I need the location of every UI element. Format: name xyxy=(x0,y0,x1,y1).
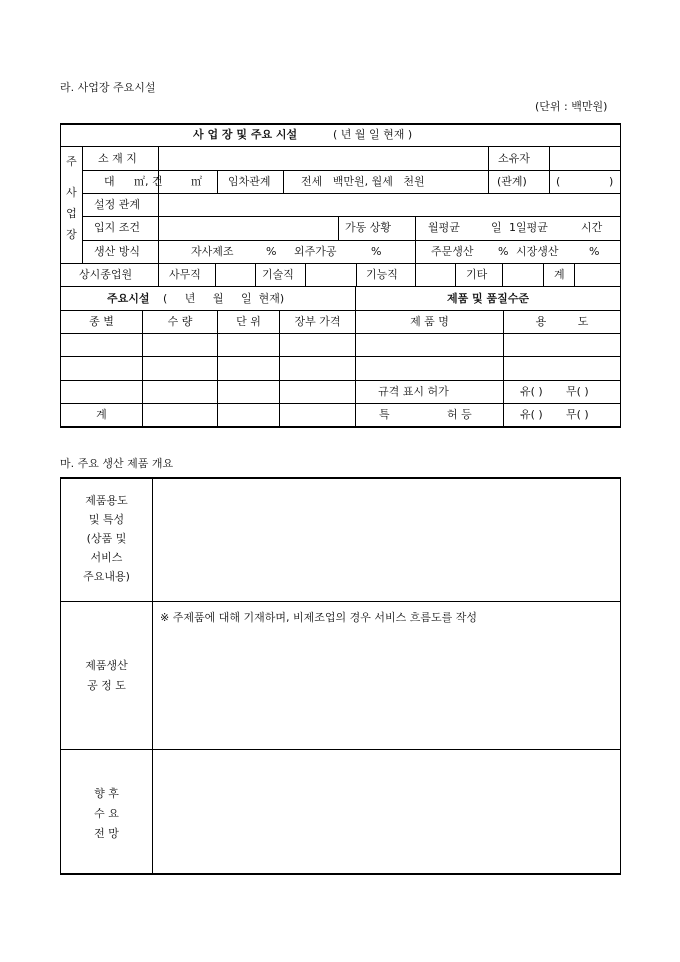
header-date: ( 년 월 일 현재 ) xyxy=(333,128,413,141)
setup-label: 설정 관계 xyxy=(94,198,141,211)
row3-label-3: 전 망 xyxy=(94,827,119,840)
row3-label-1: 향 후 xyxy=(94,787,119,800)
site-label: 입지 조건 xyxy=(94,221,141,234)
side-char-4: 장 xyxy=(66,228,77,241)
staff-label: 상시종업원 xyxy=(79,268,133,281)
row2-label-1: 제품생산 xyxy=(85,659,128,672)
process-note: ※ 주제품에 대해 기재하며, 비제조업의 경우 서비스 흐름도를 작성 xyxy=(160,611,477,624)
staff-skill: 기능직 xyxy=(366,268,398,281)
relation-close: ) xyxy=(609,175,614,188)
patent-label-b: 허 등 xyxy=(447,408,472,421)
relation-label: (관계) xyxy=(497,175,527,188)
staff-total: 계 xyxy=(554,268,565,281)
patent-label-a: 특 xyxy=(379,408,390,421)
spec-yes: 유( ) xyxy=(520,385,543,398)
quality-header: 제품 및 품질수준 xyxy=(446,292,530,305)
daily-label: 1일평균 xyxy=(509,221,548,234)
relation-open: ( xyxy=(556,175,561,188)
spec-no: 무( ) xyxy=(566,385,589,398)
row1-label-5: 주요내용) xyxy=(83,570,130,583)
monthly-label: 월평균 xyxy=(428,221,460,234)
row1-label-1: 제품용도 xyxy=(85,494,128,507)
own-label: 자사제조 xyxy=(191,245,234,258)
row3-label-2: 수 요 xyxy=(94,807,119,820)
section-ma-title: 마. 주요 생산 제품 개요 xyxy=(60,457,174,470)
production-label: 생산 방식 xyxy=(94,245,141,258)
row1-label-2: 및 특성 xyxy=(88,513,125,526)
col-type: 종 별 xyxy=(89,315,114,328)
total-label: 계 xyxy=(96,408,107,421)
outsourcing-pct: % xyxy=(371,245,382,258)
patent-yes: 유( ) xyxy=(520,408,543,421)
unit-label: (단위 : 백만원) xyxy=(535,100,608,113)
lease-label: 임차관계 xyxy=(228,175,271,188)
land-label: 대 xyxy=(104,175,115,188)
facilities-header: 주요시설 xyxy=(107,292,150,305)
area-unit-b: ㎡ xyxy=(191,175,202,188)
side-char-3: 업 xyxy=(66,207,77,220)
owner-label: 소유자 xyxy=(498,152,530,165)
col-qty: 수 량 xyxy=(167,315,193,328)
col-use: 용 도 xyxy=(535,315,589,328)
row1-label-3: (상품 및 xyxy=(86,532,127,545)
area-unit-a: ㎡, 건 xyxy=(134,175,163,188)
staff-office: 사무직 xyxy=(169,268,201,281)
lease-terms: 전세 백만원, 월세 천원 xyxy=(301,175,425,188)
row1-label-4: 서비스 xyxy=(90,551,123,564)
day-label: 일 xyxy=(491,221,502,234)
outsourcing-label: 외주가공 xyxy=(294,245,337,258)
staff-other: 기타 xyxy=(466,268,488,281)
own-pct: % xyxy=(266,245,277,258)
col-book-value: 장부 가격 xyxy=(294,315,341,328)
order-label: 주문생산 xyxy=(431,245,474,258)
staff-tech: 기술직 xyxy=(262,268,294,281)
spec-label: 규격 표시 허가 xyxy=(378,385,449,398)
col-product: 제 품 명 xyxy=(410,315,449,328)
location-label: 소 재 지 xyxy=(98,152,137,165)
header-title: 사 업 장 및 주요 시설 xyxy=(193,128,298,141)
patent-no: 무( ) xyxy=(566,408,589,421)
side-char-1: 주 xyxy=(66,155,77,168)
col-unit: 단 위 xyxy=(236,315,261,328)
side-char-2: 사 xyxy=(66,186,77,199)
market-pct: % xyxy=(589,245,600,258)
operation-label: 가동 상황 xyxy=(345,221,392,234)
hours-label: 시간 xyxy=(581,221,603,234)
facilities-date: ( 년 월 일 현재) xyxy=(163,292,285,305)
section-ra-title: 라. 사업장 주요시설 xyxy=(60,81,156,94)
order-pct: % xyxy=(498,245,509,258)
row2-label-2: 공 정 도 xyxy=(87,679,126,692)
market-label: 시장생산 xyxy=(516,245,559,258)
